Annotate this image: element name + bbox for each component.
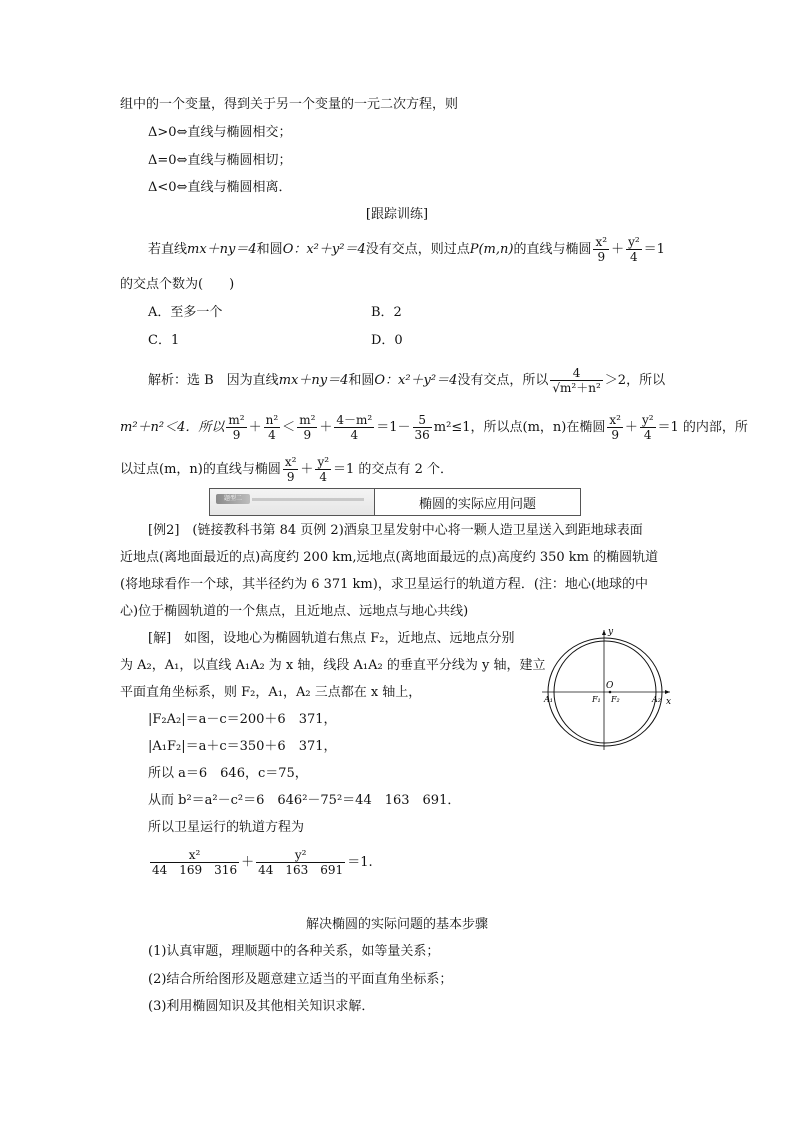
analysis-line-3: 以过点(m，n)的直线与椭圆 $\frac{\text{x²}}{9}$ ＋ $\frac{\text{y²}}{4}$ ＝1 的交点有 2 个．	[120, 455, 453, 484]
fraction-m2-over-9: $\frac{\text{m²}}{9}$	[228, 413, 245, 442]
intro-case-separate: Δ<0⇔直线与椭圆相离．	[148, 180, 292, 195]
intro-case-tangent: Δ=0⇔直线与椭圆相切；	[148, 153, 292, 168]
f2-label: F₂	[611, 695, 620, 704]
fraction-y2-over-4: $\frac{\text{y²}}{4}$	[641, 413, 654, 442]
x-axis-arrow	[665, 690, 670, 694]
a1-label: A₁	[544, 695, 553, 704]
origin-label: O	[606, 681, 614, 691]
fraction-4-minus-m2-over-4: $\frac{\text{4－m²}}{4}$	[336, 413, 373, 442]
fraction-x2-over-9: $\frac{\text{x²}}{9}$	[595, 235, 608, 264]
example-line-3: (将地球看作一个球，其半径约为 6 371 km)，求卫星运行的轨道方程．(注：地心(地球的中	[120, 577, 648, 592]
f1-label: F₁	[592, 695, 601, 704]
step-2: (2)结合所给图形及题意建立适当的平面直角坐标系；	[148, 972, 453, 987]
section-banner	[209, 488, 581, 516]
fraction-5-over-36: $\frac{5}{36}$	[414, 413, 430, 442]
y-label: y	[608, 627, 614, 637]
fraction-x2-over-a2: $\frac{\text{x²}}{44 169 316}$	[152, 848, 238, 877]
step-1: (1)认真审题，理顺题中的各种关系，如等量关系；	[148, 944, 440, 959]
section-banner-decoration	[210, 489, 375, 515]
intro-case-intersect: Δ>0⇔直线与椭圆相交；	[148, 125, 292, 140]
section-title: 椭圆的实际应用问题	[418, 496, 536, 512]
option-d: D．0	[371, 333, 403, 348]
section-tag: 题型二	[216, 494, 250, 504]
analysis-line-1: 解析：选 B 因为直线mx＋ny＝4和圆O：x²＋y²＝4没有交点，所以 $\frac{4}{\text{√m²＋n²}}$ ＞2，所以	[148, 366, 666, 395]
fraction-x2-over-9: $\frac{\text{x²}}{9}$	[284, 455, 297, 484]
orbit-equation: $\frac{\text{x²}}{44 169 316}$ ＋ $\frac{\text{y²}}{44 163 691}$ ＝1.	[152, 848, 373, 877]
solution-line-6: 所以 a＝6 646，c＝75，	[148, 766, 308, 781]
example-line-2: 近地点(离地面最近的点)高度约 200 km,远地点(离地面最远的点)高度约 350 km 的椭圆轨道	[120, 550, 659, 565]
steps-title: 解决椭圆的实际问题的基本步骤	[305, 917, 488, 932]
x-label: x	[666, 697, 672, 707]
step-3: (3)利用椭圆知识及其他相关知识求解．	[148, 999, 375, 1014]
fraction-y2-over-4: $\frac{\text{y²}}{4}$	[628, 235, 640, 264]
fraction-m2-over-9: $\frac{\text{m²}}{9}$	[299, 413, 316, 442]
solution-line-8: 所以卫星运行的轨道方程为	[148, 820, 305, 835]
solution-line-1: [解] 如图，设地心为椭圆轨道右焦点 F₂，近地点、远地点分别	[148, 631, 515, 646]
practice-question-cont: 的交点个数为( )	[120, 277, 235, 292]
practice-question: 若直线mx＋ny＝4和圆O：x²＋y²＝4没有交点，则过点P(m,n)的直线与椭圆 $\frac{\text{x²}}{9}$ ＋ $\frac{\text{y²}}{4}$ ＝1	[148, 235, 665, 264]
option-c: C．1	[148, 333, 180, 348]
solution-line-7: 从而 b²＝a²－c²＝6 646²－75²＝44 163 691．	[148, 793, 461, 808]
fraction-y2-over-b2: $\frac{\text{y²}}{44 163 691}$	[258, 848, 344, 877]
solution-line-2: 为 A₂，A₁，以直线 A₁A₂ 为 x 轴，线段 A₁A₂ 的垂直平分线为 y 轴，建立	[120, 658, 546, 673]
analysis-line-2: m²＋n²＜4．所以 $\frac{\text{m²}}{9}$ ＋ $\frac{\text{n²}}{4}$ ＜ $\frac{\text{m²}}{9}$ ＋ $\frac{\text{4－m²}}{4}$ ＝1－ $\frac{5}{36}$ m²≤1，所以点(m，n)在椭圆 $\frac{\text{x²}}{9}$ ＋ $\frac{\text{y²}}{4}$ ＝1 的内部，所	[120, 413, 748, 442]
a2-label: A₂	[652, 695, 661, 704]
ellipse-figure	[540, 622, 674, 752]
option-a: A．至多一个	[148, 305, 223, 320]
example-line-4: 心)位于椭圆轨道的一个焦点，且近地点、远地点与地心共线)	[120, 604, 469, 619]
fraction-n2-over-4: $\frac{\text{n²}}{4}$	[265, 413, 279, 442]
banner-stripe	[252, 498, 364, 501]
fraction-4-over-sqrt: $\frac{4}{\text{√m²＋n²}}$	[552, 366, 601, 395]
solution-line-5: |A₁F₂|＝a＋c＝350＋6 371，	[148, 739, 337, 754]
option-b: B．2	[371, 305, 402, 320]
practice-heading: [跟踪训练]	[365, 207, 429, 222]
ellipse-diagram	[540, 622, 674, 752]
intro-line: 组中的一个变量，得到关于另一个变量的一元二次方程，则	[120, 97, 459, 112]
focus-point	[609, 691, 612, 694]
solution-line-3: 平面直角坐标系，则 F₂，A₁，A₂ 三点都在 x 轴上，	[120, 685, 422, 700]
y-axis-arrow	[602, 630, 606, 635]
fraction-y2-over-4: $\frac{\text{y²}}{4}$	[317, 455, 330, 484]
example-line-1: [例2] (链接教科书第 84 页例 2)酒泉卫星发射中心将一颗人造卫星送入到距地球表面	[148, 523, 643, 538]
solution-line-4: |F₂A₂|＝a－c＝200＋6 371，	[148, 712, 337, 727]
fraction-x2-over-9: $\frac{\text{x²}}{9}$	[609, 413, 621, 442]
